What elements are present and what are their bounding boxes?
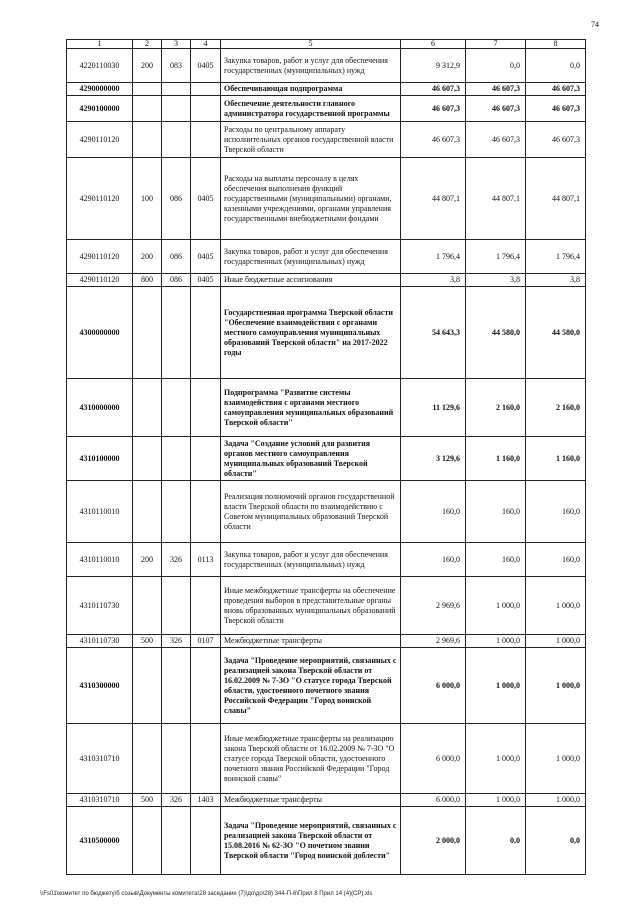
row-col2 <box>133 648 162 724</box>
file-path-footer: \\Fs01\комитет по бюджету\б созыв\Документы комитета\28 заседание (7)\до\до\28) 344-П-6\Прил 8 Прил 14 (4)(СР).xls <box>40 891 373 897</box>
row-col2: 200 <box>133 240 162 274</box>
row-value-col6: 1 796,4 <box>401 240 466 274</box>
row-col3 <box>162 437 191 481</box>
row-col4: 0405 <box>191 274 221 287</box>
row-code: 4310100000 <box>67 437 133 481</box>
header-cell: 5 <box>221 40 401 49</box>
row-name: Межбюджетные трансферты <box>221 794 401 807</box>
row-col2 <box>133 287 162 379</box>
row-value-col8: 0,0 <box>526 49 586 83</box>
row-value-col6: 2 969,6 <box>401 577 466 635</box>
row-col2 <box>133 122 162 158</box>
row-value-col7: 1 796,4 <box>466 240 526 274</box>
row-name: Иные бюджетные ассигнования <box>221 274 401 287</box>
row-value-col8: 1 796,4 <box>526 240 586 274</box>
row-value-col8: 1 000,0 <box>526 577 586 635</box>
row-code: 4310310710 <box>67 724 133 794</box>
row-col4: 0405 <box>191 49 221 83</box>
row-col3: 326 <box>162 635 191 648</box>
row-value-col8: 0,0 <box>526 807 586 875</box>
row-value-col7: 160,0 <box>466 481 526 543</box>
header-cell: 8 <box>526 40 586 49</box>
row-col3: 086 <box>162 240 191 274</box>
row-value-col7: 0,0 <box>466 49 526 83</box>
table-row <box>67 379 586 437</box>
row-name: Закупка товаров, работ и услуг для обеспечения государственных (муниципальных) нужд <box>221 49 401 83</box>
row-col3: 086 <box>162 274 191 287</box>
row-value-col8: 1 000,0 <box>526 794 586 807</box>
table-row <box>67 96 586 122</box>
row-value-col8: 2 160,0 <box>526 379 586 437</box>
row-name: Реализация полномочий органов государственной власти Тверской области по взаимодействию с Советом муниципальных образований Тверской области <box>221 481 401 543</box>
row-name: Закупка товаров, работ и услуг для обеспечения государственных (муниципальных) нужд <box>221 543 401 577</box>
row-value-col6: 54 643,3 <box>401 287 466 379</box>
row-value-col8: 44 807,1 <box>526 158 586 240</box>
row-value-col8: 160,0 <box>526 481 586 543</box>
row-col3: 326 <box>162 794 191 807</box>
row-value-col8: 3,8 <box>526 274 586 287</box>
row-value-col6: 6 000,0 <box>401 794 466 807</box>
row-value-col6: 160,0 <box>401 543 466 577</box>
row-value-col7: 1 000,0 <box>466 794 526 807</box>
row-value-col6: 3,8 <box>401 274 466 287</box>
row-value-col7: 2 160,0 <box>466 379 526 437</box>
row-name: Задача "Проведение мероприятий, связанных с реализацией закона Тверской области от 15.08.2016 № 62-ЗО "О почетном звании Тверской области "Город воинской доблести" <box>221 807 401 875</box>
table-row <box>67 240 586 274</box>
row-value-col6: 3 129,6 <box>401 437 466 481</box>
row-col2 <box>133 807 162 875</box>
row-value-col7: 0,0 <box>466 807 526 875</box>
row-value-col8: 46 607,3 <box>526 83 586 96</box>
row-col2 <box>133 83 162 96</box>
row-code: 4310110010 <box>67 481 133 543</box>
row-col2: 500 <box>133 794 162 807</box>
row-name: Подпрограмма "Развитие системы взаимодействия с органами местного самоуправления муниципальных образований Тверской области" <box>221 379 401 437</box>
header-cell: 6 <box>401 40 466 49</box>
table-row <box>67 481 586 543</box>
row-name: Расходы на выплаты персоналу в целях обеспечения выполнения функций государственными (муниципальными) органами, казенными учреждениями, органами управления государственными внебюджетными фондами <box>221 158 401 240</box>
row-value-col7: 1 000,0 <box>466 724 526 794</box>
row-name: Задача "Создание условий для развития органов местного самоуправления муниципальных образований Тверской области" <box>221 437 401 481</box>
row-value-col8: 1 160,0 <box>526 437 586 481</box>
header-cell: 3 <box>162 40 191 49</box>
row-value-col6: 6 000,0 <box>401 724 466 794</box>
row-col3 <box>162 287 191 379</box>
header-cell: 4 <box>191 40 221 49</box>
row-col2 <box>133 96 162 122</box>
row-col4 <box>191 83 221 96</box>
row-col4 <box>191 724 221 794</box>
row-code: 4310110730 <box>67 635 133 648</box>
row-col4: 0113 <box>191 543 221 577</box>
row-code: 4310110010 <box>67 543 133 577</box>
row-col4 <box>191 577 221 635</box>
row-value-col7: 46 607,3 <box>466 122 526 158</box>
table-row <box>67 635 586 648</box>
header-cell: 2 <box>133 40 162 49</box>
budget-table <box>66 39 586 875</box>
row-col3 <box>162 379 191 437</box>
row-value-col6: 46 607,3 <box>401 122 466 158</box>
row-col4 <box>191 287 221 379</box>
row-col4 <box>191 379 221 437</box>
row-value-col7: 1 000,0 <box>466 577 526 635</box>
row-col4 <box>191 96 221 122</box>
row-value-col6: 46 607,3 <box>401 83 466 96</box>
table-row <box>67 807 586 875</box>
table-row <box>67 274 586 287</box>
row-col3 <box>162 648 191 724</box>
row-value-col7: 44 807,1 <box>466 158 526 240</box>
row-name: Иные межбюджетные трансферты на обеспечение проведения выборов в представительные органы вновь образованных муниципальных образований Тверской области <box>221 577 401 635</box>
header-row <box>67 40 586 49</box>
header-cell: 7 <box>466 40 526 49</box>
row-value-col6: 46 607,3 <box>401 96 466 122</box>
row-col3 <box>162 122 191 158</box>
row-value-col8: 160,0 <box>526 543 586 577</box>
row-col4 <box>191 437 221 481</box>
row-col3 <box>162 83 191 96</box>
row-col2: 500 <box>133 635 162 648</box>
row-value-col6: 44 807,1 <box>401 158 466 240</box>
header-cell: 1 <box>67 40 133 49</box>
row-name: Иные межбюджетные трансферты на реализацию закона Тверской области от 16.02.2009 № 7-ЗО "О статусе города Тверской области, удостоенного почетного звания Российской Федерации "Город воинской славы" <box>221 724 401 794</box>
row-name: Расходы по центральному аппарату исполнительных органов государственной власти Тверской области <box>221 122 401 158</box>
row-value-col6: 6 000,0 <box>401 648 466 724</box>
row-value-col7: 46 607,3 <box>466 83 526 96</box>
row-value-col6: 160,0 <box>401 481 466 543</box>
row-col2 <box>133 379 162 437</box>
row-value-col7: 1 160,0 <box>466 437 526 481</box>
row-code: 4310310710 <box>67 794 133 807</box>
row-col3: 326 <box>162 543 191 577</box>
row-code: 4310000000 <box>67 379 133 437</box>
row-col2: 200 <box>133 543 162 577</box>
row-value-col6: 2 969,6 <box>401 635 466 648</box>
row-name: Обеспечивающая подпрограмма <box>221 83 401 96</box>
table-row <box>67 83 586 96</box>
row-code: 4290110120 <box>67 240 133 274</box>
row-col3 <box>162 724 191 794</box>
row-col3: 086 <box>162 158 191 240</box>
row-col4: 1403 <box>191 794 221 807</box>
row-col3 <box>162 481 191 543</box>
row-col2: 200 <box>133 49 162 83</box>
row-value-col8: 46 607,3 <box>526 96 586 122</box>
row-name: Закупка товаров, работ и услуг для обеспечения государственных (муниципальных) нужд <box>221 240 401 274</box>
row-code: 4290110120 <box>67 274 133 287</box>
row-value-col8: 1 000,0 <box>526 648 586 724</box>
row-value-col7: 1 000,0 <box>466 635 526 648</box>
table-row <box>67 543 586 577</box>
row-col3: 083 <box>162 49 191 83</box>
row-code: 4300000000 <box>67 287 133 379</box>
row-value-col7: 160,0 <box>466 543 526 577</box>
row-col4: 0107 <box>191 635 221 648</box>
row-code: 4290110120 <box>67 122 133 158</box>
row-value-col8: 1 000,0 <box>526 724 586 794</box>
row-col2 <box>133 481 162 543</box>
row-value-col7: 3,8 <box>466 274 526 287</box>
table-row <box>67 724 586 794</box>
row-code: 4310300000 <box>67 648 133 724</box>
row-value-col6: 9 312,9 <box>401 49 466 83</box>
row-code: 4290100000 <box>67 96 133 122</box>
row-value-col6: 2 000,0 <box>401 807 466 875</box>
row-name: Задача "Проведение мероприятий, связанных с реализацией закона Тверской области от 16.02.2009 № 7-ЗО "О статусе города Тверской области, удостоенного почетного звания Российской Федерации "Город воинской славы" <box>221 648 401 724</box>
table-row <box>67 287 586 379</box>
row-value-col8: 44 580,0 <box>526 287 586 379</box>
row-value-col7: 44 580,0 <box>466 287 526 379</box>
row-col2: 100 <box>133 158 162 240</box>
row-col2: 800 <box>133 274 162 287</box>
row-name: Межбюджетные трансферты <box>221 635 401 648</box>
row-code: 4290110120 <box>67 158 133 240</box>
row-col2 <box>133 577 162 635</box>
row-code: 4220110030 <box>67 49 133 83</box>
row-col4: 0405 <box>191 240 221 274</box>
row-code: 4310500000 <box>67 807 133 875</box>
row-value-col6: 11 129,6 <box>401 379 466 437</box>
row-col3 <box>162 96 191 122</box>
table-row <box>67 648 586 724</box>
table-row <box>67 49 586 83</box>
table-row <box>67 437 586 481</box>
row-code: 4310110730 <box>67 577 133 635</box>
row-col4: 0405 <box>191 158 221 240</box>
row-col2 <box>133 437 162 481</box>
row-col4 <box>191 481 221 543</box>
table-row <box>67 122 586 158</box>
page-number: 74 <box>591 20 599 29</box>
row-name: Государственная программа Тверской области "Обеспечение взаимодействия с органами местного самоуправления муниципальных образований Тверской области" на 2017-2022 годы <box>221 287 401 379</box>
row-value-col7: 1 000,0 <box>466 648 526 724</box>
row-col3 <box>162 577 191 635</box>
row-value-col7: 46 607,3 <box>466 96 526 122</box>
row-col2 <box>133 724 162 794</box>
table-row <box>67 158 586 240</box>
row-name: Обеспечение деятельности главного администратора государственной программы <box>221 96 401 122</box>
table-row <box>67 794 586 807</box>
row-code: 4290000000 <box>67 83 133 96</box>
row-col3 <box>162 807 191 875</box>
row-value-col8: 1 000,0 <box>526 635 586 648</box>
row-value-col8: 46 607,3 <box>526 122 586 158</box>
table-row <box>67 577 586 635</box>
row-col4 <box>191 807 221 875</box>
row-col4 <box>191 122 221 158</box>
row-col4 <box>191 648 221 724</box>
